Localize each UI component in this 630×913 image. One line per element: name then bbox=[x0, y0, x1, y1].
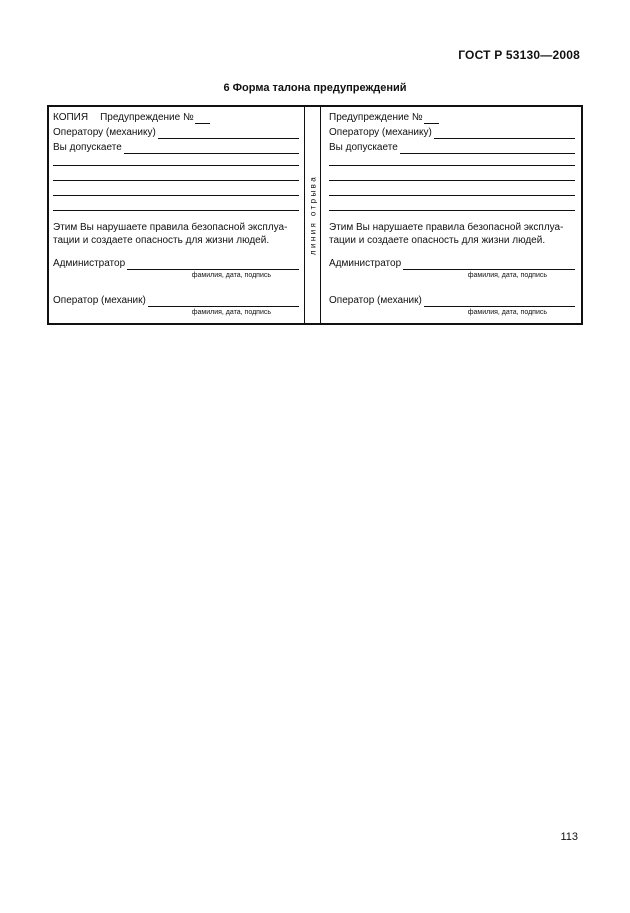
section-title: 6 Форма талона предупреждений bbox=[223, 82, 407, 94]
copy-label: КОПИЯ bbox=[53, 112, 89, 123]
violation-line-field[interactable] bbox=[329, 165, 575, 166]
violation-notice-line1: Этим Вы нарушаете правила безопасной эксплуа- bbox=[329, 222, 564, 233]
operator-signature-row bbox=[53, 295, 299, 307]
administrator-label: Администратор bbox=[53, 258, 126, 269]
administrator-label: Администратор bbox=[329, 258, 402, 269]
copy-header-row bbox=[53, 112, 299, 124]
tear-line-label: линия отрыва bbox=[308, 174, 317, 256]
operator-signature-field[interactable] bbox=[424, 297, 575, 307]
violation-line-field[interactable] bbox=[329, 180, 575, 181]
warning-number-field[interactable] bbox=[424, 114, 439, 124]
violation-line-field[interactable] bbox=[53, 195, 299, 196]
operator-field[interactable] bbox=[158, 129, 299, 139]
violation-notice bbox=[53, 221, 299, 247]
coupon-copy-part bbox=[53, 107, 299, 323]
violation-line-field[interactable] bbox=[329, 195, 575, 196]
document-standard-header: ГОСТ Р 53130—2008 bbox=[458, 48, 580, 62]
administrator-caption: фамилия, дата, подпись bbox=[467, 272, 547, 279]
allowed-row bbox=[53, 142, 299, 154]
operator-row bbox=[329, 127, 575, 139]
violation-notice-line2: тации и создаете опасность для жизни людей. bbox=[329, 235, 546, 246]
violation-notice bbox=[329, 221, 575, 247]
warning-number-field[interactable] bbox=[195, 114, 210, 124]
operator-label: Оператору (механику) bbox=[53, 127, 156, 138]
operator-caption: фамилия, дата, подпись bbox=[191, 309, 271, 316]
operator-caption: фамилия, дата, подпись bbox=[467, 309, 547, 316]
violation-line-field[interactable] bbox=[53, 210, 299, 211]
operator-row bbox=[53, 127, 299, 139]
original-header-row bbox=[329, 112, 575, 124]
coupon-original-part bbox=[329, 107, 575, 323]
violation-line-field[interactable] bbox=[53, 165, 299, 166]
operator-signature-label: Оператор (механик) bbox=[329, 295, 422, 306]
administrator-row bbox=[329, 258, 575, 270]
violation-line-field[interactable] bbox=[329, 210, 575, 211]
operator-signature-row bbox=[329, 295, 575, 307]
warning-number-label: Предупреждение № bbox=[329, 112, 423, 123]
operator-label: Оператору (механику) bbox=[329, 127, 432, 138]
allowed-field[interactable] bbox=[124, 144, 299, 154]
tear-line-strip bbox=[304, 107, 321, 323]
warning-coupon-form bbox=[47, 105, 583, 325]
operator-signature-label: Оператор (механик) bbox=[53, 295, 146, 306]
allowed-row bbox=[329, 142, 575, 154]
administrator-signature-field[interactable] bbox=[403, 260, 575, 270]
violation-notice-line1: Этим Вы нарушаете правила безопасной эксплуа- bbox=[53, 222, 288, 233]
administrator-signature-field[interactable] bbox=[127, 260, 299, 270]
warning-number-label: Предупреждение № bbox=[100, 112, 194, 123]
allowed-label: Вы допускаете bbox=[329, 142, 398, 153]
operator-signature-field[interactable] bbox=[148, 297, 299, 307]
operator-field[interactable] bbox=[434, 129, 575, 139]
violation-notice-line2: тации и создаете опасность для жизни людей. bbox=[53, 235, 270, 246]
allowed-field[interactable] bbox=[400, 144, 575, 154]
administrator-caption: фамилия, дата, подпись bbox=[191, 272, 271, 279]
allowed-label: Вы допускаете bbox=[53, 142, 122, 153]
violation-line-field[interactable] bbox=[53, 180, 299, 181]
administrator-row bbox=[53, 258, 299, 270]
page-number: 113 bbox=[560, 831, 578, 843]
